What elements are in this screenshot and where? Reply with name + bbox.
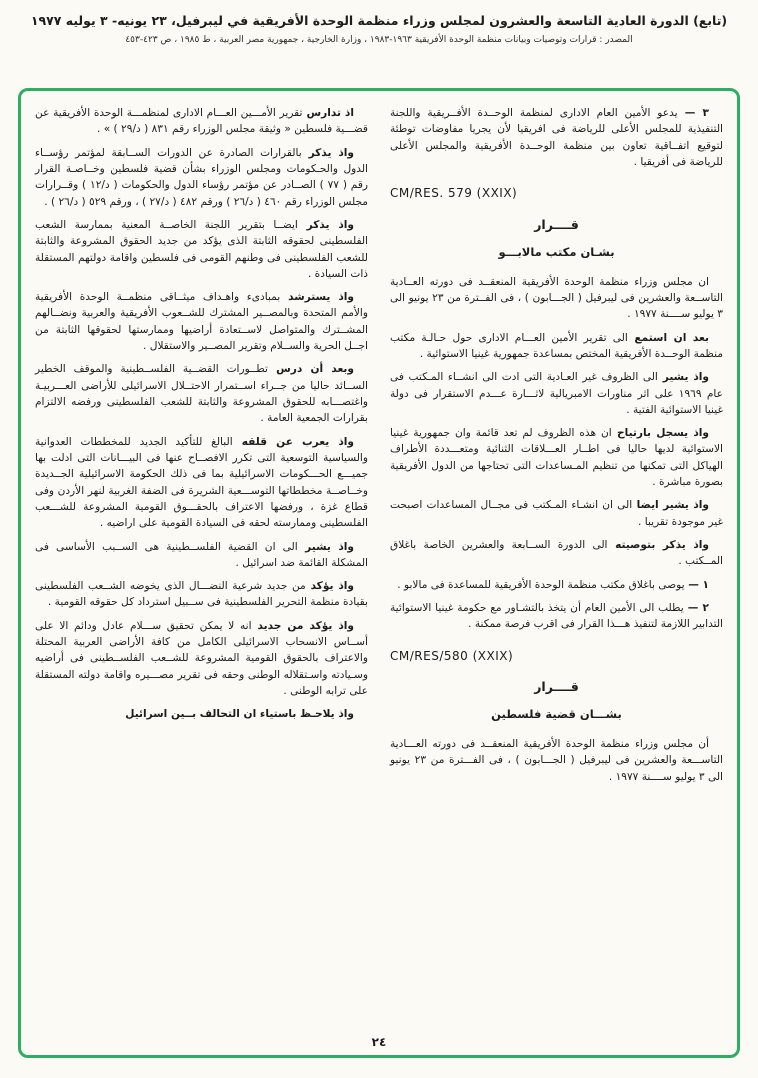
resolution-subheading: بشـــان قضية فلسطين	[491, 707, 622, 722]
paragraph: اذ تدارس تقرير الأمـــين العـــام الادارى لمنظمـــة الوحدة الأفريقية عن قضـــية فلسطين « وثيقة مجلس الوزراء رقم ٨٣١ ( د/٢٩ ) » .	[35, 107, 368, 136]
paragraph: واذ يعرب عن قلقه البالغ للتأكيد الجديد للمخططات العدوانية والسياسية التوسعية التى تكرر الافصــاح عنها فى البيـــانات التى ادلت بها جميـــع الحـــكومات الاسرائيلية بما فى ذلك الحكومة الاسرائيلية الجــديدة وخــاصــة مخططاتها التوســـعية الشريرة فى الضفة الغربية لنهر الأردن وفى قطاع غزة ، ورفضها الاعتراف بالحقـــوق القومية المشروعة للشـــعب الفلسطينى وممارسته لحقه فى السيادة القومية على اراضيه .	[35, 435, 368, 530]
paragraph-lead: واذ يذكر بتوصيته	[607, 539, 709, 552]
paragraph: واذ يذكر ايضــا بتقرير اللجنة الخاصــة المعنية بممارسة الشعب الفلسطينى لحقوقه الثابتة الذى يؤكد من جديد الحقوق المشروعة والثابتة للشعب الفلسطينى فى وطنهم القومى فى فلسطين واقامة دولتهم المستقلة ذات السيادة .	[35, 218, 368, 280]
content-border-box	[18, 88, 740, 1058]
paragraph: واذ يسترشد بمبادىء واهـداف ميثــاقى منظمــة الوحدة الأفريقية والأمم المتحدة وبالمصــير المشترك للشــعوب الأفريقية والعربية ونضــالهم المشــترك والمتواصل لاســتعادة أراضيها وممارستها لحقوقها الثابتة من اجــل الحرية والســلام وتقرير المصــير والاستقلال .	[35, 291, 368, 353]
paragraph-lead: واذ يسترشد	[280, 291, 354, 304]
two-column-layout	[35, 105, 723, 1029]
header-source: المصدر : قرارات وتوصيات وبيانات منظمة الوحدة الأفريقية ١٩٦٣-١٩٨٣ ، وزارة الخارجية ، جمهورية مصر العربية ، ط ١٩٨٥ ، ص ٤٢٣-٤٥٣	[125, 34, 633, 45]
paragraph-lead: واذ يشير ايضا	[632, 499, 709, 512]
paragraph: واذ يشير الى ان القضية الفلســطينية هى الســبب الأساسى فى المشكلة القائمة ضد اسرائيل .	[35, 540, 368, 569]
resolution-subheading: بشـان مكتب مالابـــو	[498, 244, 615, 259]
paragraph-lead: اذ تدارس	[302, 107, 354, 119]
paragraph: واذ يذكر بالقرارات الصادرة عن الدورات الســابقة لمؤتمر رؤســاء الدول والحـكومات ومجلس الوزراء بشأن قضية فلسطين وخــاصـة القرار رقم ( ٧٧ ) الصــادر عن مؤتمر رؤساء الدول والحكومات ( د/١٢ ) وقــرارات مجلس الوزراء رقم ٤٦٠ ( د/٢٦ ) ورقم ٤٨٢ ( د/٢٧ ) ، ورقم ٥٢٩ ( د/٢٦ ) .	[35, 146, 369, 208]
paragraph-lead: واذ يلاحـظ باستياء ان التحالف بــين اسرائيل	[125, 708, 354, 721]
resolution-heading: قــــرار	[534, 216, 579, 232]
paragraph-lead: بعد ان استمع	[627, 331, 709, 344]
header-title: (تابع) الدورة العادية التاسعة والعشرون لمجلس وزراء منظمة الوحدة الأفريقية في ليبرفيل، ٢٣ يونيه- ٣ يوليه ١٩٧٧	[30, 13, 728, 28]
paragraph-lead: واذ يؤكد	[305, 580, 354, 593]
resolution-code: CM/RES. 579 (XXIX)	[390, 186, 518, 201]
paragraph: واذ يشير ايضا الى ان انشـاء المـكتب فى مجــال المساعدات اصبحت غير موجودة تقريبا .	[390, 499, 723, 528]
paragraph-lead: ٣ —	[677, 107, 709, 119]
paragraph-lead: ٢ —	[683, 601, 709, 614]
content-column-right	[390, 105, 723, 1029]
paragraph-lead: واذ يذكر	[297, 218, 354, 231]
paragraph-lead: واذ يعرب عن قلقه	[232, 435, 354, 448]
paragraph-lead: ١ —	[684, 578, 709, 591]
paragraph: واذ يذكر بتوصيته الى الدورة الســابعة والعشرين الخاصة باغلاق المــكتب .	[390, 539, 723, 568]
paragraph-lead: وبعد أن درس	[267, 363, 354, 376]
paragraph: واذ يؤكد من جديد انه لا يمكن تحقيق ســـلام عادل ودائم الا على أســاس الانسحاب الاسرائيلى الكامل من كافة الأراضى العربية المحتلة والاعتراف بالحقوق القومية المشروعة للشــعب الفلســطينى فى أراضيه وسـيادته واسـتقلاله الوطنى وحقه فى تقرير مصـــيره واقامة دولته المستقلة على ترابه الوطنى .	[35, 619, 368, 697]
paragraph: واذ يشير الى الظروف غير العـادية التى ادت الى انشــاء المـكتب فى عام ١٩٦٩ على اثر مناورات الامبريالية لاثـــارة عـــدم الاستقرار فى دولة غينيا الاستوائية الفتية .	[390, 371, 723, 416]
paragraph: ١ — يوصى باغلاق مكتب منظمة الوحدة الأفريقية للمساعدة فى مالابو .	[397, 578, 709, 591]
paragraph: ٢ — يطلب الى الأمين العام أن يتخذ بالتشـاور مع حكومة غينيا الاستوائية التدابير اللازمة لتنفيذ هـــذا القرار فى اقرب فرصة ممكنة .	[390, 601, 723, 631]
paragraph	[35, 706, 368, 722]
page-number: ٢٤	[371, 1035, 387, 1049]
paragraph-lead: واذ يشير	[297, 540, 354, 553]
paragraph-lead: واذ يسجل بارتياح	[611, 427, 709, 440]
paragraph: واذ يسجل بارتياح ان هذه الظروف لم تعد قائمة وان جمهورية غينيا الاستوائية لديها حاليا فى اطــار العـــلاقات الثنائية ومتعـــددة الأطراف الهياكل التى تمكنها من تنظيم المـساعدات التى تحتاجها من الدول الأفريقية بصورة مباشرة .	[390, 427, 723, 489]
paragraph: وبعد أن درس تطــورات القضــية الفلســطينية والموقف الخطير الســائد حاليا من جــراء اســتمرار الاحتــلال الاسرائيلى للأراضى العـــربيـة واغتصـــابه للحقوق المشروعة والثابتة للشعب الفلسطينى ورفضه الالتزام بقرارات الجمعية العامة .	[35, 363, 368, 425]
page-header	[14, 12, 744, 45]
paragraph: ٣ — يدعو الأمين العام الادارى لمنظمة الوحــدة الأفــريقية واللجنة التنفيذية للمجلس الأعلى للرياضة فى افريقيا لأن يجريا مفاوضات توطئة لتوقيع اتفــاقية تعاون بين منظمة الوحــدة الأفريقية والمجلس الأعلى للرياضة فى أفريقيا .	[390, 107, 723, 168]
resolution-heading: قــــرار	[534, 679, 579, 695]
paragraph: أن مجلس وزراء منظمة الوحدة الأفريقية المنعقــد فى دورته العـــادية التاســـعة والعشرين فى ليبرفيل ( الجـــابون ) ، فى الفـــترة من ٢٣ يونيو الى ٣ يوليو ســــنة ١٩٧٧ .	[390, 738, 723, 783]
paragraph-lead: واذ يذكر	[301, 146, 354, 159]
paragraph: واذ يؤكد من جديد شرعية النضـــال الذى يخوضه الشــعب الفلسطينى بقيادة منظمة التحرير الفلسطينية فى ســبيل استرداد كل حقوقه القومية .	[35, 580, 368, 609]
paragraph: ان مجلس وزراء منظمة الوحدة الأفريقية المنعقــد فى دورته العــادية التاســعة والعشرين فى ليبرفيل ( الجـــابون ) ، فى الفــترة من ٢٣ يونيو الى ٣ يوليو ســــنة ١٩٧٧ .	[390, 275, 723, 321]
resolution-code: CM/RES/580 (XXIX)	[390, 648, 514, 663]
paragraph: بعد ان استمع الى تقرير الأمين العـــام الادارى حول حـالـة مكتب منظمة الوحــدة الأفريقية المختص بمساعدة جمهورية غينيا الاستوائية .	[390, 331, 723, 360]
content-column-left	[35, 105, 368, 1029]
paragraph-lead: واذ يؤكد من جديد	[251, 619, 355, 632]
paragraph-lead: واذ يشير	[657, 371, 709, 384]
